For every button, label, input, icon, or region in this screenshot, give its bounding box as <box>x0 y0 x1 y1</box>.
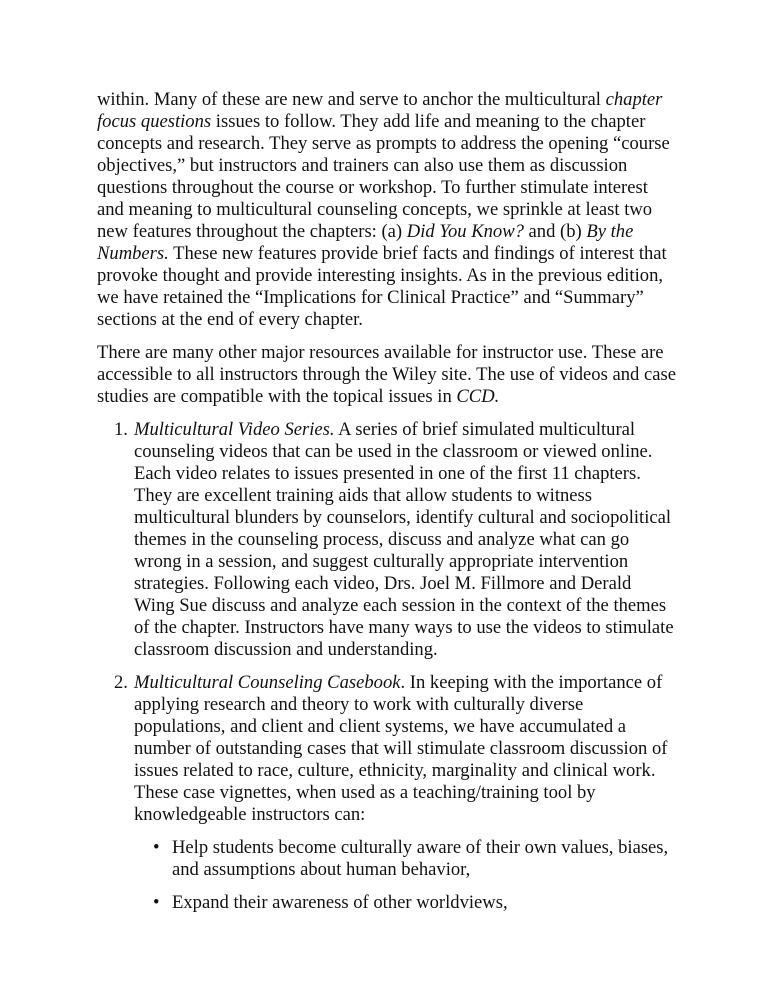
body-paragraph-1 <box>97 89 676 331</box>
italic-run: CCD. <box>456 386 500 407</box>
italic-run: Did You Know? <box>406 221 524 242</box>
body-paragraph-2 <box>97 342 676 408</box>
resource-item-video-series <box>114 419 676 661</box>
text-run: within. Many of these are new and serve to anchor the multicultural <box>97 89 606 110</box>
resource-text: . In keeping with the importance of applying research and theory to work with culturally diverse populations, and client and client systems, we have accumulated a number of outstanding cases that will stimulate classroom discussion of issues related to race, culture, ethnicity, marginality and clinical work. These case vignettes, when used as a teaching/training tool by knowledgeable instructors can: <box>134 672 668 825</box>
bullet-icon: • <box>153 837 160 858</box>
list-number: 1. <box>114 419 128 440</box>
resource-text: A series of brief simulated multicultural counseling videos that can be used in the classroom or viewed online. Each video relates to issues presented in one of the first 11 chapters. They are excellent training aids that allow students to witness multicultural blunders by counselors, identify cultural and sociopolitical themes in the counseling process, discuss and analyze what can go wrong in a session, and suggest culturally appropriate intervention strategies. Following each video, Drs. Joel M. Fillmore and Derald Wing Sue discuss and analyze each session in the context of the themes of the chapter. Instructors have many ways to use the videos to stimulate classroom discussion and understanding. <box>134 419 674 660</box>
resource-title: Multicultural Counseling Casebook <box>134 672 401 693</box>
resource-title: Multicultural Video Series. <box>134 419 335 440</box>
list-number: 2. <box>114 672 128 693</box>
bullet-icon: • <box>153 892 160 913</box>
bullet-text: Expand their awareness of other worldviews, <box>172 892 508 913</box>
resource-item-casebook <box>114 672 676 914</box>
resource-list <box>97 419 676 914</box>
casebook-bullet-list <box>134 837 676 914</box>
italic-run: chapter focus questions <box>97 89 663 132</box>
italic-run: By the Numbers. <box>97 221 634 264</box>
text-run: and (b) <box>523 221 587 242</box>
text-run: issues to follow. They add life and meaning to the chapter concepts and research. They serve as prompts to address the opening “course objectives,” but instructors and trainers can also use them as discussion questions throughout the course or workshop. To further stimulate interest and meaning to multicultural counseling concepts, we sprinkle at least two new features throughout the chapters: (a) <box>97 111 670 242</box>
text-run: There are many other major resources available for instructor use. These are accessible to all instructors through the Wiley site. The use of videos and case studies are compatible with the topical issues in <box>97 342 676 407</box>
text-run: These new features provide brief facts and findings of interest that provoke thought and provide interesting insights. As in the previous edition, we have retained the “Implications for Clinical Practice” and “Summary” sections at the end of every chapter. <box>97 243 667 330</box>
bullet-item <box>153 892 676 914</box>
bullet-item <box>153 837 676 881</box>
bullet-text: Help students become culturally aware of their own values, biases, and assumptions about human behavior, <box>172 837 669 880</box>
